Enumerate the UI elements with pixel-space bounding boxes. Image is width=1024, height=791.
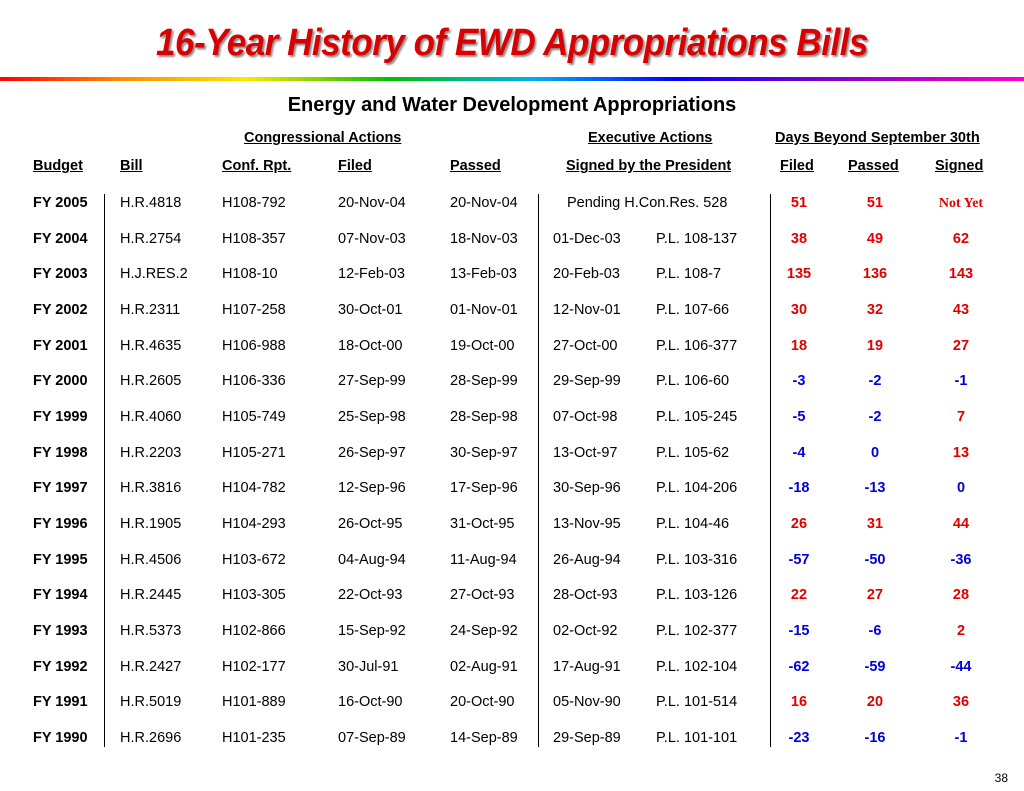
table-row	[0, 552, 1024, 574]
conf-rpt-cell: H101-889	[222, 694, 286, 710]
table-row	[0, 730, 1024, 752]
signed-date-cell: 20-Feb-03	[553, 266, 620, 282]
budget-cell: FY 1992	[33, 659, 88, 675]
days-filed-cell: -57	[788, 552, 810, 568]
days-signed-cell: 2	[956, 623, 966, 639]
filed-date-cell: 12-Sep-96	[338, 480, 406, 496]
table-row	[0, 694, 1024, 716]
bill-cell: H.R.2696	[120, 730, 182, 746]
filed-date-cell: 20-Nov-04	[338, 195, 406, 211]
budget-cell: FY 2003	[33, 266, 88, 282]
table-row	[0, 409, 1024, 431]
conf-rpt-cell: H103-672	[222, 552, 286, 568]
public-law-cell: P.L. 105-62	[656, 445, 730, 461]
budget-cell: FY 2000	[33, 373, 88, 389]
signed-date-cell: 26-Aug-94	[553, 552, 621, 568]
public-law-cell: P.L. 104-206	[656, 480, 738, 496]
passed-date-cell: 20-Oct-90	[450, 694, 515, 710]
public-law-cell: P.L. 102-104	[656, 659, 738, 675]
days-filed-cell: -4	[792, 445, 806, 461]
public-law-cell: P.L. 106-60	[656, 373, 730, 389]
days-filed-cell: -5	[792, 409, 806, 425]
budget-cell: FY 2001	[33, 338, 88, 354]
signed-date-cell: 07-Oct-98	[553, 409, 618, 425]
days-passed-cell: -6	[868, 623, 882, 639]
conf-rpt-cell: H104-293	[222, 516, 286, 532]
days-passed-cell: -13	[864, 480, 886, 496]
passed-date-cell: 19-Oct-00	[450, 338, 515, 354]
days-signed-cell: -1	[954, 373, 968, 389]
days-signed-cell: 143	[948, 266, 974, 282]
days-passed-cell: 136	[862, 266, 888, 282]
filed-date-cell: 27-Sep-99	[338, 373, 406, 389]
filed-date-cell: 07-Nov-03	[338, 231, 406, 247]
group-header-congressional: Congressional Actions	[244, 130, 402, 146]
table-row	[0, 231, 1024, 253]
budget-cell: FY 2005	[33, 195, 88, 211]
signed-date-cell: 13-Oct-97	[553, 445, 618, 461]
public-law-cell: P.L. 103-126	[656, 587, 738, 603]
bill-cell: H.R.5373	[120, 623, 182, 639]
bill-cell: H.R.5019	[120, 694, 182, 710]
passed-date-cell: 31-Oct-95	[450, 516, 515, 532]
bill-cell: H.R.4060	[120, 409, 182, 425]
days-signed-cell: 27	[952, 338, 970, 354]
bill-cell: H.R.2311	[120, 302, 181, 318]
days-signed-cell: Not Yet	[938, 196, 984, 211]
days-filed-cell: 135	[786, 266, 812, 282]
filed-date-cell: 04-Aug-94	[338, 552, 406, 568]
conf-rpt-cell: H107-258	[222, 302, 286, 318]
passed-date-cell: 11-Aug-94	[450, 552, 517, 568]
budget-cell: FY 1991	[33, 694, 88, 710]
budget-cell: FY 1997	[33, 480, 88, 496]
budget-cell: FY 2002	[33, 302, 88, 318]
public-law-cell: P.L. 107-66	[656, 302, 730, 318]
days-passed-cell: 20	[866, 694, 884, 710]
bill-cell: H.R.2427	[120, 659, 182, 675]
bill-cell: H.R.2605	[120, 373, 182, 389]
filed-date-cell: 16-Oct-90	[338, 694, 403, 710]
days-filed-cell: 16	[790, 694, 808, 710]
days-passed-cell: 19	[866, 338, 884, 354]
days-passed-cell: -2	[868, 373, 882, 389]
days-filed-cell: 26	[790, 516, 808, 532]
days-signed-cell: 43	[952, 302, 970, 318]
passed-date-cell: 20-Nov-04	[450, 195, 518, 211]
signed-date-cell: 17-Aug-91	[553, 659, 621, 675]
public-law-cell: P.L. 103-316	[656, 552, 738, 568]
column-header-filed: Filed	[338, 158, 372, 174]
signed-date-cell: 13-Nov-95	[553, 516, 621, 532]
bill-cell: H.R.4635	[120, 338, 182, 354]
days-passed-cell: -50	[864, 552, 886, 568]
filed-date-cell: 18-Oct-00	[338, 338, 403, 354]
days-passed-cell: 32	[866, 302, 884, 318]
column-header-bill: Bill	[120, 158, 143, 174]
signed-date-cell: 28-Oct-93	[553, 587, 618, 603]
filed-date-cell: 07-Sep-89	[338, 730, 406, 746]
days-passed-cell: 51	[866, 195, 884, 211]
bill-cell: H.R.3816	[120, 480, 182, 496]
passed-date-cell: 17-Sep-96	[450, 480, 518, 496]
budget-cell: FY 1994	[33, 587, 88, 603]
conf-rpt-cell: H108-357	[222, 231, 286, 247]
conf-rpt-cell: H108-792	[222, 195, 286, 211]
signed-date-cell: 29-Sep-89	[553, 730, 621, 746]
days-filed-cell: 22	[790, 587, 808, 603]
public-law-cell: P.L. 104-46	[656, 516, 730, 532]
filed-date-cell: 30-Jul-91	[338, 659, 399, 675]
passed-date-cell: 28-Sep-99	[450, 373, 518, 389]
days-signed-cell: -36	[950, 552, 972, 568]
public-law-cell: P.L. 102-377	[656, 623, 738, 639]
public-law-cell: P.L. 101-514	[656, 694, 738, 710]
public-law-cell: P.L. 108-137	[656, 231, 738, 247]
budget-cell: FY 1996	[33, 516, 88, 532]
public-law-cell: P.L. 105-245	[656, 409, 738, 425]
days-signed-cell: 36	[952, 694, 970, 710]
days-signed-cell: 7	[956, 409, 966, 425]
bill-cell: H.J.RES.2	[120, 266, 188, 282]
column-header-conf-rpt: Conf. Rpt.	[222, 158, 292, 174]
signed-date-cell: 05-Nov-90	[553, 694, 621, 710]
public-law-cell: P.L. 108-7	[656, 266, 722, 282]
table-row	[0, 338, 1024, 360]
budget-cell: FY 1990	[33, 730, 88, 746]
passed-date-cell: 01-Nov-01	[450, 302, 518, 318]
filed-date-cell: 12-Feb-03	[338, 266, 405, 282]
bill-cell: H.R.2445	[120, 587, 182, 603]
table-row	[0, 445, 1024, 467]
days-filed-cell: 30	[790, 302, 808, 318]
days-passed-cell: -16	[864, 730, 886, 746]
conf-rpt-cell: H105-271	[222, 445, 286, 461]
signed-date-cell: 30-Sep-96	[553, 480, 621, 496]
column-header-days-passed: Passed	[848, 158, 899, 174]
budget-cell: FY 1998	[33, 445, 88, 461]
bill-cell: H.R.4506	[120, 552, 182, 568]
days-signed-cell: 0	[956, 480, 966, 496]
days-signed-cell: 62	[952, 231, 970, 247]
rainbow-divider	[0, 77, 1024, 81]
group-header-days: Days Beyond September 30th	[775, 130, 980, 146]
conf-rpt-cell: H103-305	[222, 587, 286, 603]
column-header-days-filed: Filed	[780, 158, 814, 174]
days-passed-cell: -2	[868, 409, 882, 425]
bill-cell: H.R.4818	[120, 195, 182, 211]
column-header-signed-by-president: Signed by the President	[566, 158, 732, 174]
budget-cell: FY 1995	[33, 552, 88, 568]
column-header-passed: Passed	[450, 158, 501, 174]
passed-date-cell: 27-Oct-93	[450, 587, 515, 603]
table-row	[0, 587, 1024, 609]
days-signed-cell: 44	[952, 516, 970, 532]
signed-date-cell: 27-Oct-00	[553, 338, 618, 354]
days-passed-cell: 0	[870, 445, 880, 461]
conf-rpt-cell: H106-988	[222, 338, 286, 354]
table-row	[0, 266, 1024, 288]
signed-date-cell: 01-Dec-03	[553, 231, 621, 247]
conf-rpt-cell: H102-866	[222, 623, 286, 639]
table-row	[0, 480, 1024, 502]
days-filed-cell: 18	[790, 338, 808, 354]
passed-date-cell: 30-Sep-97	[450, 445, 518, 461]
days-passed-cell: -59	[864, 659, 886, 675]
table-row	[0, 302, 1024, 324]
table-row	[0, 659, 1024, 681]
days-signed-cell: 13	[952, 445, 970, 461]
table-row	[0, 195, 1024, 217]
conf-rpt-cell: H106-336	[222, 373, 286, 389]
signed-date-cell: 12-Nov-01	[553, 302, 621, 318]
filed-date-cell: 26-Sep-97	[338, 445, 406, 461]
passed-date-cell: 18-Nov-03	[450, 231, 518, 247]
days-signed-cell: -1	[954, 730, 968, 746]
pending-status-cell: Pending H.Con.Res. 528	[567, 195, 728, 211]
conf-rpt-cell: H105-749	[222, 409, 286, 425]
filed-date-cell: 26-Oct-95	[338, 516, 403, 532]
days-filed-cell: -23	[788, 730, 810, 746]
days-filed-cell: 38	[790, 231, 808, 247]
days-filed-cell: -62	[788, 659, 810, 675]
group-header-executive: Executive Actions	[588, 130, 713, 146]
days-filed-cell: 51	[790, 195, 808, 211]
slide-title: 16-Year History of EWD Appropriations Bills	[156, 22, 868, 64]
column-header-days-signed: Signed	[935, 158, 984, 174]
page-number: 38	[994, 771, 1008, 785]
public-law-cell: P.L. 106-377	[656, 338, 738, 354]
days-passed-cell: 31	[866, 516, 884, 532]
bill-cell: H.R.2203	[120, 445, 182, 461]
signed-date-cell: 29-Sep-99	[553, 373, 621, 389]
budget-cell: FY 2004	[33, 231, 88, 247]
days-signed-cell: 28	[952, 587, 970, 603]
table-row	[0, 516, 1024, 538]
filed-date-cell: 22-Oct-93	[338, 587, 403, 603]
conf-rpt-cell: H101-235	[222, 730, 286, 746]
table-subtitle: Energy and Water Development Appropriations	[287, 94, 737, 116]
table-row	[0, 623, 1024, 645]
days-filed-cell: -3	[792, 373, 806, 389]
signed-date-cell: 02-Oct-92	[553, 623, 618, 639]
days-filed-cell: -18	[788, 480, 810, 496]
days-signed-cell: -44	[950, 659, 972, 675]
filed-date-cell: 30-Oct-01	[338, 302, 403, 318]
column-header-budget: Budget	[33, 158, 83, 174]
conf-rpt-cell: H108-10	[222, 266, 278, 282]
passed-date-cell: 24-Sep-92	[450, 623, 518, 639]
days-passed-cell: 27	[866, 587, 884, 603]
public-law-cell: P.L. 101-101	[656, 730, 738, 746]
days-passed-cell: 49	[866, 231, 884, 247]
budget-cell: FY 1999	[33, 409, 88, 425]
passed-date-cell: 14-Sep-89	[450, 730, 518, 746]
table-row	[0, 373, 1024, 395]
budget-cell: FY 1993	[33, 623, 88, 639]
filed-date-cell: 25-Sep-98	[338, 409, 406, 425]
conf-rpt-cell: H104-782	[222, 480, 286, 496]
passed-date-cell: 13-Feb-03	[450, 266, 517, 282]
bill-cell: H.R.1905	[120, 516, 182, 532]
filed-date-cell: 15-Sep-92	[338, 623, 406, 639]
passed-date-cell: 28-Sep-98	[450, 409, 518, 425]
bill-cell: H.R.2754	[120, 231, 182, 247]
passed-date-cell: 02-Aug-91	[450, 659, 518, 675]
conf-rpt-cell: H102-177	[222, 659, 286, 675]
days-filed-cell: -15	[788, 623, 810, 639]
